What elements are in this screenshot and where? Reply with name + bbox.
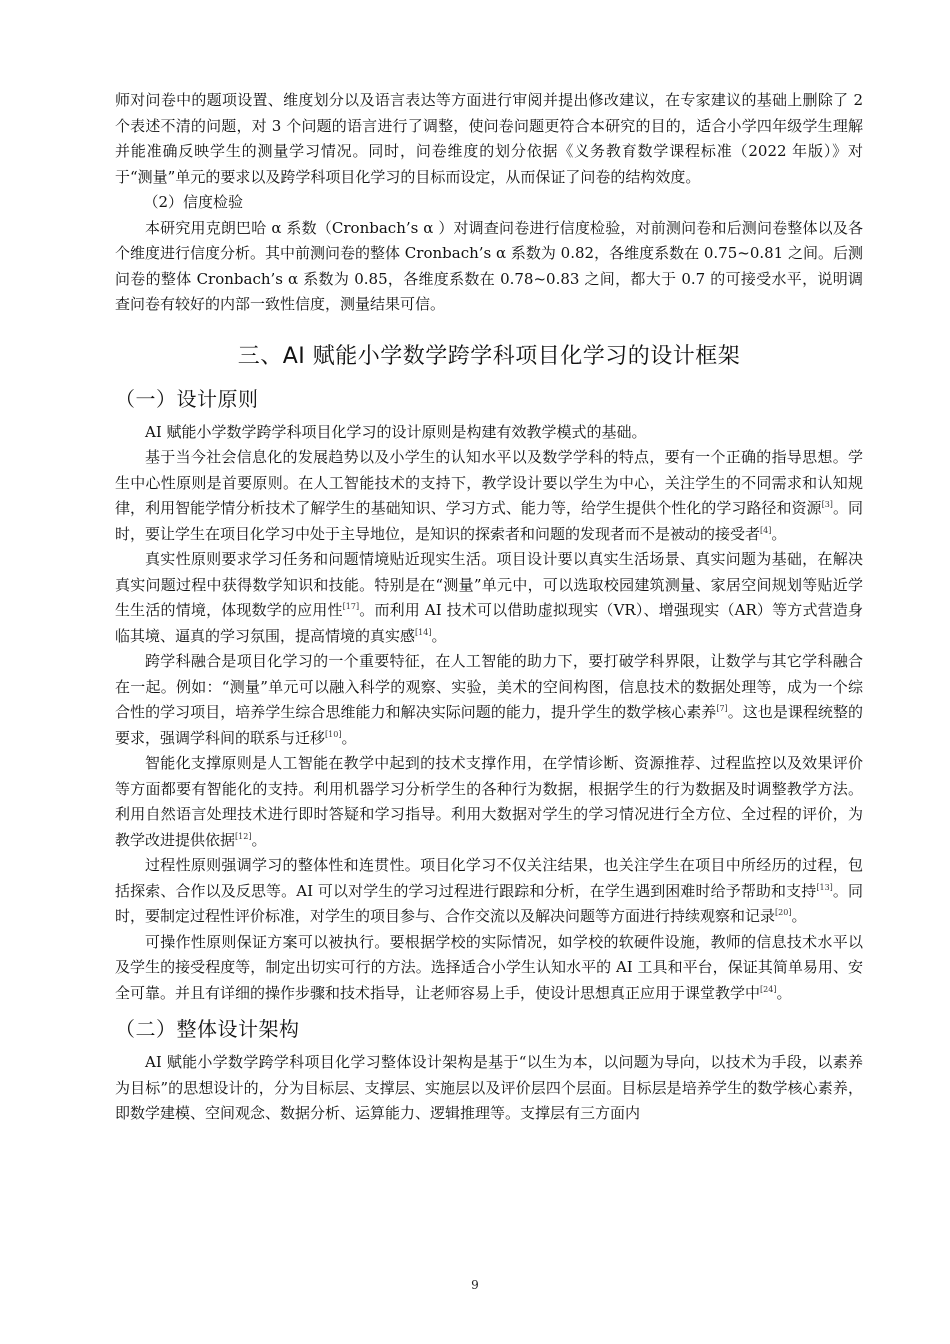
page-number: 9 bbox=[471, 1278, 479, 1292]
text-segment: 。同时，要制定过程性评价标准，对学生的项目参与、合作交流以及解决问题等方面进行持续观察和记录 bbox=[115, 881, 863, 925]
text-segment: 。这也是课程统整的要求，强调学科间的联系与迁移 bbox=[115, 703, 863, 747]
text-segment: 过程性原则强调学习的整体性和连贯性。项目化学习不仅关注结果，也关注学生在项目中所经历的过程，包括探索、合作以及反思等。AI 可以对学生的学习过程进行跟踪和分析，在学生遇到困难时给予帮助和支持 bbox=[115, 856, 863, 900]
paragraph-process bbox=[115, 853, 863, 930]
section-title-overall-architecture: （二）整体设计架构 bbox=[115, 1017, 300, 1041]
paragraph-intelligent-support bbox=[115, 751, 863, 853]
paragraph-operability bbox=[115, 930, 863, 1007]
citation: [17] bbox=[342, 602, 360, 611]
text-segment: 。 bbox=[791, 907, 807, 925]
text-segment: 智能化支撑原则是人工智能在教学中起到的技术支撑作用，在学情诊断、资源推荐、过程监控以及效果评价等方面都要有智能化的支持。利用机器学习分析学生的各种行为数据，根据学生的行为数据及时调整教学方法。利用自然语言处理技术进行即时答疑和学习指导。利用大数据对学生的学习情况进行全方位、全过程的评价，为教学改进提供依据 bbox=[115, 754, 863, 849]
chapter-title: 三、AI 赋能小学数学跨学科项目化学习的设计框架 bbox=[237, 343, 741, 369]
paragraph-validity-end: 师对问卷中的题项设置、维度划分以及语言表达等方面进行审阅并提出修改建议，在专家建议的基础上删除了 2 个表述不清的问题，对 3 个问题的语言进行了调整，使问卷问题更符合本研究的目的，适合小学四年级学生理解并能准确反映学生的测量学习情况。同时，问卷维度的划分依据《义务教育数学课程标准（2022 年版）》对于“测量”单元的要求以及跨学科项目化学习的目标而设定，从而保证了问卷的结构效度。 bbox=[115, 91, 863, 186]
text-segment: 可操作性原则保证方案可以被执行。要根据学校的实际情况，如学校的软硬件设施，教师的信息技术水平以及学生的接受程度等，制定出切实可行的方法。选择适合小学生认知水平的 AI 工具和平台，保证其简单易用、安全可靠。并且有详细的操作步骤和技术指导，让老师容易上手，使设计思想真正应用于课堂教学中 bbox=[115, 932, 863, 1002]
section-title-design-principles: （一）设计原则 bbox=[115, 386, 259, 411]
paragraph-authenticity bbox=[115, 547, 863, 649]
text-segment: 。 bbox=[776, 983, 792, 1002]
paragraph-architecture: AI 赋能小学数学跨学科项目化学习整体设计架构是基于“以生为本，以问题为导向，以技术为手段，以素养为目标”的思想设计的，分为目标层、支撑层、实施层以及评价层四个层面。目标层是培养学生的数学核心素养，即数学建模、空间观念、数据分析、运算能力、逻辑推理等。支撑层有三方面内 bbox=[115, 1053, 863, 1122]
text-segment: 。 bbox=[251, 830, 267, 849]
text-segment: 。 bbox=[431, 626, 447, 645]
citation: [20] bbox=[775, 908, 792, 917]
paragraph-principles-intro: AI 赋能小学数学跨学科项目化学习的设计原则是构建有效教学模式的基础。 bbox=[145, 422, 647, 441]
paragraph-reliability: 本研究用克朗巴哈 α 系数（Cronbach’s α ）对调查问卷进行信度检验，对前测问卷和后测问卷整体以及各个维度进行信度分析。其中前测问卷的整体 Cronbach’s α 系数为 0.82，各维度系数在 0.75~0.81 之间。后测问卷的整体 Cronbach’s α 系数为 0.85，各维度系数在 0.78~0.83 之间，都大于 0.7 的可接受水平，说明调查问卷有较好的内部一致性信度，测量结果可信。 bbox=[115, 218, 863, 313]
text-segment: 。而利用 AI 技术可以借助虚拟现实（VR）、增强现实（AR）等方式营造身临其境、逼真的学习氛围，提高情境的真实感 bbox=[115, 601, 863, 645]
paragraph-student-centered bbox=[115, 445, 863, 547]
citation: [7] bbox=[716, 704, 728, 713]
text-segment: 。 bbox=[771, 524, 787, 543]
text-segment: 跨学科融合是项目化学习的一个重要特征，在人工智能的助力下，要打破学科界限，让数学与其它学科融合在一起。例如：“测量”单元可以融入科学的观察、实验，美术的空间构图，信息技术的数据处理等，成为一个综合性的学习项目，培养学生综合思维能力和解决实际问题的能力，提升学生的数学核心素养 bbox=[115, 652, 863, 721]
paragraph-interdisciplinary bbox=[115, 649, 863, 751]
citation: [10] bbox=[325, 729, 342, 739]
citation: [3] bbox=[821, 500, 833, 509]
text-segment: 真实性原则要求学习任务和问题情境贴近现实生活。项目设计要以真实生活场景、真实问题为基础，在解决真实问题过程中获得数学知识和技能。特别是在“测量”单元中，可以选取校园建筑测量、家居空间规划等贴近学生生活的情境，体现数学的应用性 bbox=[115, 550, 863, 619]
text-segment: 。同时，要让学生在项目化学习中处于主导地位，是知识的探索者和问题的发现者而不是被动的接受者 bbox=[115, 499, 863, 543]
subheading-reliability-test: （2）信度检验 bbox=[143, 193, 244, 211]
citation: [24] bbox=[760, 984, 777, 994]
citation: [13] bbox=[816, 882, 833, 892]
citation: [14] bbox=[415, 627, 432, 637]
citation: [4] bbox=[760, 525, 772, 535]
text-segment: 基于当今社会信息化的发展趋势以及小学生的认知水平以及数学学科的特点，要有一个正确的指导思想。学生中心性原则是首要原则。在人工智能技术的支持下，教学设计要以学生为中心，关注学生的不同需求和认知规律，利用智能学情分析技术了解学生的基础知识、学习方式、能力等，给学生提供个性化的学习路径和资源 bbox=[115, 448, 863, 517]
text-segment: 。 bbox=[341, 728, 357, 747]
citation: [12] bbox=[235, 831, 252, 841]
